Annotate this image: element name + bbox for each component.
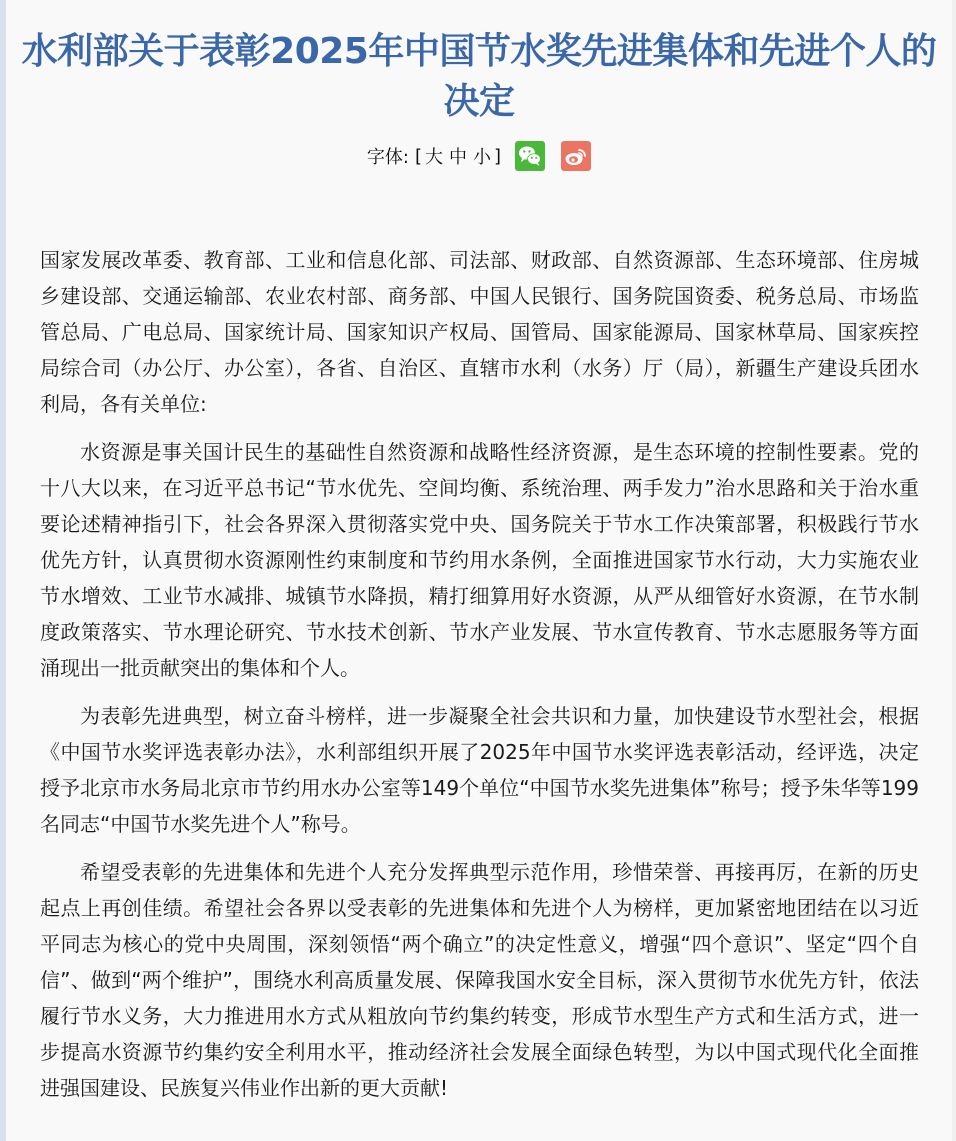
font-size-open-bracket: [ [415, 145, 423, 167]
article [6, 0, 952, 1118]
share-weibo-button[interactable] [561, 141, 591, 171]
wechat-icon [518, 145, 542, 167]
font-size-large-link[interactable]: 大 [425, 147, 444, 168]
article-title: 水利部关于表彰2025年中国节水奖先进集体和先进个人的决定 [21, 31, 937, 122]
font-size-label: 字体: [366, 147, 409, 168]
font-size-close-bracket: ] [494, 145, 502, 167]
addressees-paragraph: 国家发展改革委、教育部、工业和信息化部、司法部、财政部、自然资源部、生态环境部、住房城乡建设部、交通运输部、农业农村部、商务部、中国人民银行、国务院国资委、税务总局、市场监管总局、广电总局、国家统计局、国家知识产权局、国管局、国家能源局、国家林草局、国家疾控局综合司（办公厅、办公室），各省、自治区、直辖市水利（水务）厅（局），新疆生产建设兵团水利局，各有关单位: [40, 248, 919, 416]
body-paragraph: 希望受表彰的先进集体和先进个人充分发挥典型示范作用，珍惜荣誉、再接再厉，在新的历史起点上再创佳绩。希望社会各界以受表彰的先进集体和先进个人为榜样，更加紧密地团结在以习近平同志为核心的党中央周围，深刻领悟“两个确立”的决定性意义，增强“四个意识”、坚定“四个自信”、做到“两个维护”，围绕水利高质量发展、保障我国水安全目标，深入贯彻节水优先方针，依法履行节水义务，大力推进用水方式从粗放向节约集约转变，形成节水型生产方式和生活方式，进一步提高水资源节约集约安全利用水平，推动经济社会发展全面绿色转型，为以中国式现代化全面推进强国建设、民族复兴伟业作出新的更大贡献! [40, 860, 919, 1100]
page-scrollbar-track[interactable] [952, 0, 956, 1141]
article-toolbar [6, 139, 952, 173]
body-paragraph: 水资源是事关国计民生的基础性自然资源和战略性经济资源，是生态环境的控制性要素。党的十八大以来，在习近平总书记“节水优先、空间均衡、系统治理、两手发力”治水思路和关于治水重要论述精神指引下，社会各界深入贯彻落实党中央、国务院关于节水工作决策部署，积极践行节水优先方针，认真贯彻水资源刚性约束制度和节约用水条例，全面推进国家节水行动，大力实施农业节水增效、工业节水减排、城镇节水降损，精打细算用好水资源，从严从细管好水资源，在节水制度政策落实、节水理论研究、节水技术创新、节水产业发展、节水宣传教育、节水志愿服务等方面涌现出一批贡献突出的集体和个人。 [40, 440, 919, 680]
weibo-icon [564, 145, 588, 167]
share-wechat-button[interactable] [515, 141, 545, 171]
body-paragraph: 为表彰先进典型，树立奋斗榜样，进一步凝聚全社会共识和力量，加快建设节水型社会，根据《中国节水奖评选表彰办法》，水利部组织开展了2025年中国节水奖评选表彰活动，经评选，决定授予北京市水务局北京市节约用水办公室等149个单位“中国节水奖先进集体”称号；授予朱华等199名同志“中国节水奖先进个人”称号。 [40, 704, 919, 836]
font-size-small-link[interactable]: 小 [473, 147, 492, 168]
font-size-medium-link[interactable]: 中 [449, 147, 468, 168]
article-body [6, 242, 952, 1106]
